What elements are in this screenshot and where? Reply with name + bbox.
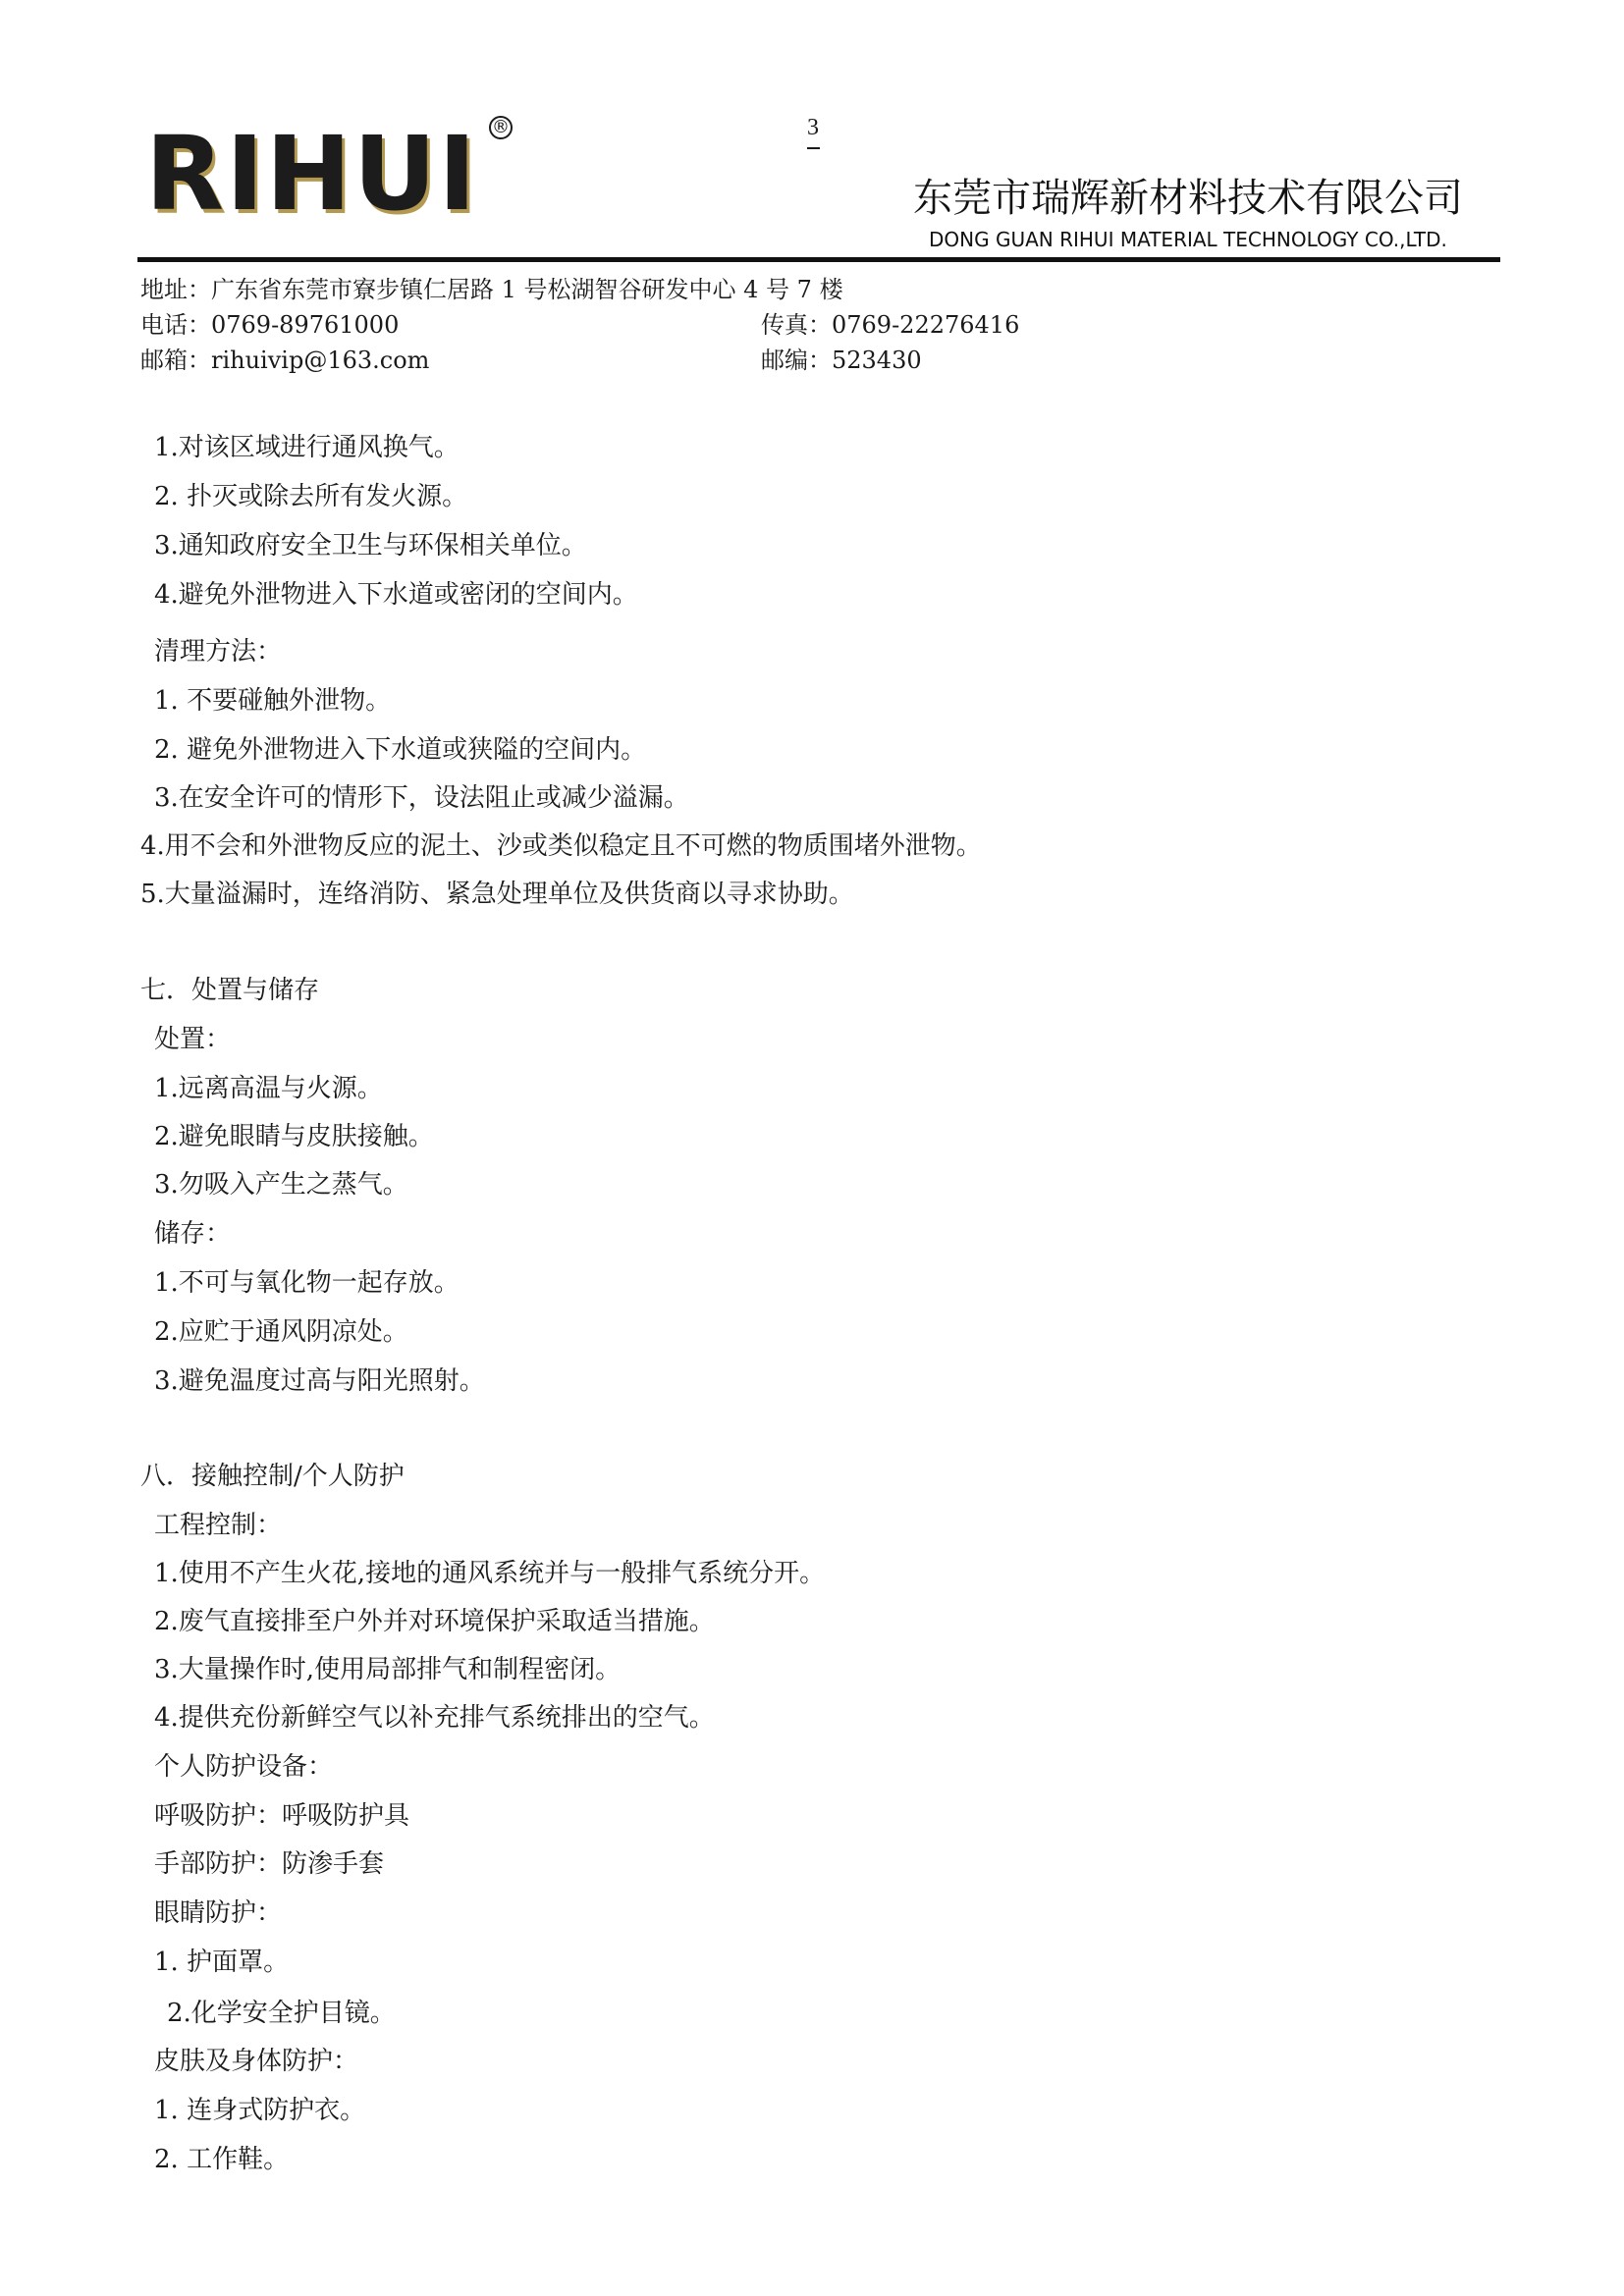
subheading-storage: 储存： [154, 1219, 232, 1249]
ppe-skin-heading: 皮肤及身体防护： [154, 2047, 359, 2076]
subheading-handling: 处置： [154, 1025, 232, 1054]
cleanup-step: 3.在安全许可的情形下，设法阻止或减少溢漏。 [154, 783, 689, 813]
registered-trademark-mark: ® [489, 116, 513, 139]
logo-wordmark: RIHUI [145, 114, 478, 234]
cleanup-step: 1. 不要碰触外泄物。 [154, 686, 392, 716]
ppe-skin-item: 2. 工作鞋。 [154, 2145, 290, 2174]
spill-step: 1.对该区域进行通风换气。 [154, 433, 460, 462]
cleanup-step: 2. 避免外泄物进入下水道或狭隘的空间内。 [154, 735, 647, 765]
contact-email: 邮箱：rihuivip@163.com [140, 347, 430, 374]
storage-item: 3.避免温度过高与阳光照射。 [154, 1366, 485, 1396]
cleanup-step: 5.大量溢漏时，连络消防、紧急处理单位及供货商以寻求协助。 [140, 880, 854, 909]
page-number: 3 [807, 115, 819, 140]
engineering-item: 4.提供充份新鲜空气以补充排气系统排出的空气。 [154, 1703, 715, 1733]
ppe-skin-item: 1. 连身式防护衣。 [154, 2096, 366, 2125]
ppe-eye-item: 2.化学安全护目镜。 [167, 1999, 396, 2028]
handling-item: 3.勿吸入产生之蒸气。 [154, 1170, 408, 1200]
spill-step: 2. 扑灭或除去所有发火源。 [154, 482, 468, 511]
handling-item: 1.远离高温与火源。 [154, 1074, 383, 1103]
contact-postcode: 邮编：523430 [761, 347, 922, 374]
section-heading-7: 七．处置与储存 [140, 976, 320, 1005]
handling-item: 2.避免眼睛与皮肤接触。 [154, 1122, 434, 1151]
page-number-underline [807, 147, 820, 149]
section-heading-8: 八．接触控制/个人防护 [140, 1462, 405, 1491]
header-divider [137, 257, 1500, 262]
contact-phone: 电话：0769-89761000 [140, 311, 400, 339]
spill-step: 4.避免外泄物进入下水道或密闭的空间内。 [154, 580, 638, 610]
company-name-english: DONG GUAN RIHUI MATERIAL TECHNOLOGY CO.,LTD. [929, 228, 1447, 251]
ppe-hand: 手部防护：防渗手套 [154, 1849, 385, 1879]
ppe-respiratory: 呼吸防护：呼吸防护具 [154, 1801, 410, 1831]
ppe-eye-item: 1. 护面罩。 [154, 1948, 290, 1977]
ppe-eye-heading: 眼睛防护： [154, 1898, 283, 1928]
company-name-chinese: 东莞市瑞辉新材料技术有限公司 [913, 176, 1463, 221]
subheading-engineering: 工程控制： [154, 1511, 283, 1540]
company-logo [145, 114, 509, 234]
cleanup-step: 4.用不会和外泄物反应的泥土、沙或类似稳定且不可燃的物质围堵外泄物。 [140, 831, 982, 861]
engineering-item: 1.使用不产生火花,接地的通风系统并与一般排气系统分开。 [154, 1559, 826, 1588]
contact-fax: 传真：0769-22276416 [761, 311, 1020, 339]
spill-step: 3.通知政府安全卫生与环保相关单位。 [154, 531, 587, 561]
contact-address: 地址：广东省东莞市寮步镇仁居路 1 号松湖智谷研发中心 4 号 7 楼 [140, 276, 843, 303]
engineering-item: 3.大量操作时,使用局部排气和制程密闭。 [154, 1655, 622, 1684]
storage-item: 1.不可与氧化物一起存放。 [154, 1268, 460, 1298]
subheading-ppe: 个人防护设备： [154, 1752, 334, 1782]
storage-item: 2.应贮于通风阴凉处。 [154, 1317, 408, 1347]
engineering-item: 2.废气直接排至户外并对环境保护采取适当措施。 [154, 1607, 715, 1636]
subheading-cleanup: 清理方法： [154, 637, 283, 667]
